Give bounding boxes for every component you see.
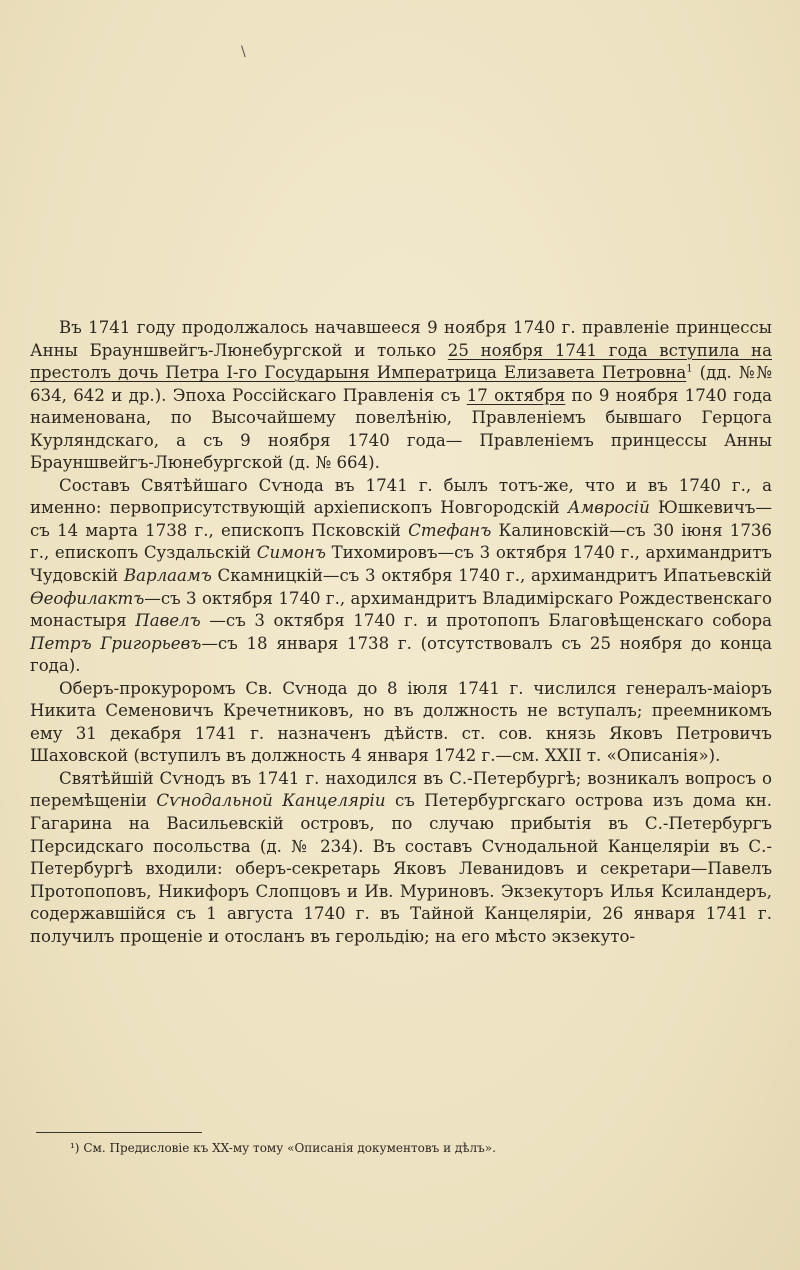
- p2-text-f: —съ 3 октября 1740 г., архимандритъ Владимірскаго Рождественскаго монастыря: [30, 588, 772, 631]
- footnote-mark: ¹): [70, 1141, 80, 1155]
- name-pavel: Павелъ: [135, 611, 201, 631]
- footnote-text: См. Предисловіе къ XX-му тому «Описанія документовъ и дѣлъ».: [83, 1141, 496, 1155]
- footnote-divider: [36, 1132, 202, 1133]
- body-text: [30, 317, 772, 948]
- p1-underlined-date: 25 ноября 1741 года вступила на престолъ дочь Петра I-го Государыня Императрица Елизавета Петровна: [30, 340, 772, 383]
- paragraph-4: [30, 768, 772, 948]
- p4-text-a: Святѣйшій Сѵнодъ въ 1741 г. находился въ С.-Петербургѣ; возникалъ вопросъ о перемѣщеніи: [30, 768, 772, 811]
- name-ambrosius: Амвросій: [567, 498, 650, 518]
- p1-text-b: (дд. №№ 634, 642 и др.). Эпоха Россійскаго Правленія съ: [30, 363, 772, 405]
- p2-text-c: Калиновскій—съ 30 іюня 1736 г., епископъ Суздальскій: [30, 520, 772, 563]
- paragraph-2: [30, 475, 772, 678]
- paragraph-1: [30, 317, 772, 475]
- p2-text-b: Юшкевичъ—съ 14 марта 1738 г., епископъ Псковскій: [30, 498, 772, 540]
- paragraph-3: Оберъ-прокуроромъ Св. Сѵнода до 8 іюля 1741 г. числился генералъ-маіоръ Никита Семеновичъ Кречетниковъ, но въ должность не вступалъ; преемникомъ ему 31 декабря 1741 г. назначенъ дѣйств. ст. сов. князь Яковъ Петровичъ Шаховской (вступилъ въ должность 4 января 1742 г.—см. XXII т. «Описанія»).: [30, 678, 772, 766]
- p2-text-e: Скамницкій—съ 3 октября 1740 г., архимандритъ Ипатьевскій: [211, 566, 772, 586]
- name-petr-grigoriev: Петръ Григорьевъ: [30, 633, 202, 653]
- page-mark: \: [241, 44, 246, 60]
- p2-text-d: Тихомировъ—съ 3 октября 1740 г., архимандритъ Чудовскій: [30, 543, 772, 586]
- name-feofilakt: Ѳеофилактъ: [30, 588, 145, 608]
- p2-text-g: —съ 3 октября 1740 г. и протопопъ Благовѣщенскаго собора: [200, 611, 772, 631]
- name-stefan: Стефанъ: [408, 520, 492, 540]
- p2-text-a: Составъ Святѣйшаго Сѵнода въ 1741 г. былъ тотъ-же, что и въ 1740 г., а именно: первоприсутствующій архіепископъ Новгородскій: [30, 475, 772, 518]
- footnote-ref: 1: [686, 363, 693, 375]
- p1-text-a: Въ 1741 году продолжалось начавшееся 9 ноября 1740 г. правленіе принцессы Анны Брауншвейгъ-Люнебургской и только: [30, 318, 772, 360]
- p1-underlined-october: 17 октября: [466, 385, 566, 405]
- name-varlaam: Варлаамъ: [123, 566, 212, 586]
- p1-text-c: по 9 ноября 1740 года наименована, по Высочайшему повелѣнію, Правленіемъ бывшаго Герцога Курляндскаго, а съ 9 ноября 1740 года— Правленіемъ принцессы Анны Брауншвейгъ-Люнебургской (д. № 664).: [30, 385, 772, 473]
- synodal-chancellery: Сѵнодальной Канцеляріи: [156, 791, 386, 811]
- footnote: [70, 1140, 770, 1156]
- p4-text-b: съ Петербургскаго острова изъ дома кн. Гагарина на Васильевскій островъ, по случаю прибытія въ С.-Петербургъ Персидскаго посольства (д. № 234). Въ составъ Сѵнодальной Канцеляріи въ С.-Петербургѣ входили: оберъ-секретарь Яковъ Леванидовъ и секретари—Павелъ Протопоповъ, Никифоръ Слопцовъ и Ив. Муриновъ. Экзекуторъ Илья Ксиландеръ, содержавшійся съ 1 августа 1740 г. въ Тайной Канцеляріи, 26 января 1741 г. получилъ прощеніе и отосланъ въ герольдію; на его мѣсто экзекуто-: [30, 791, 772, 946]
- name-simon: Симонъ: [256, 543, 326, 563]
- p2-text-h: —съ 18 января 1738 г. (отсутствовалъ съ 25 ноября до конца года).: [30, 633, 772, 676]
